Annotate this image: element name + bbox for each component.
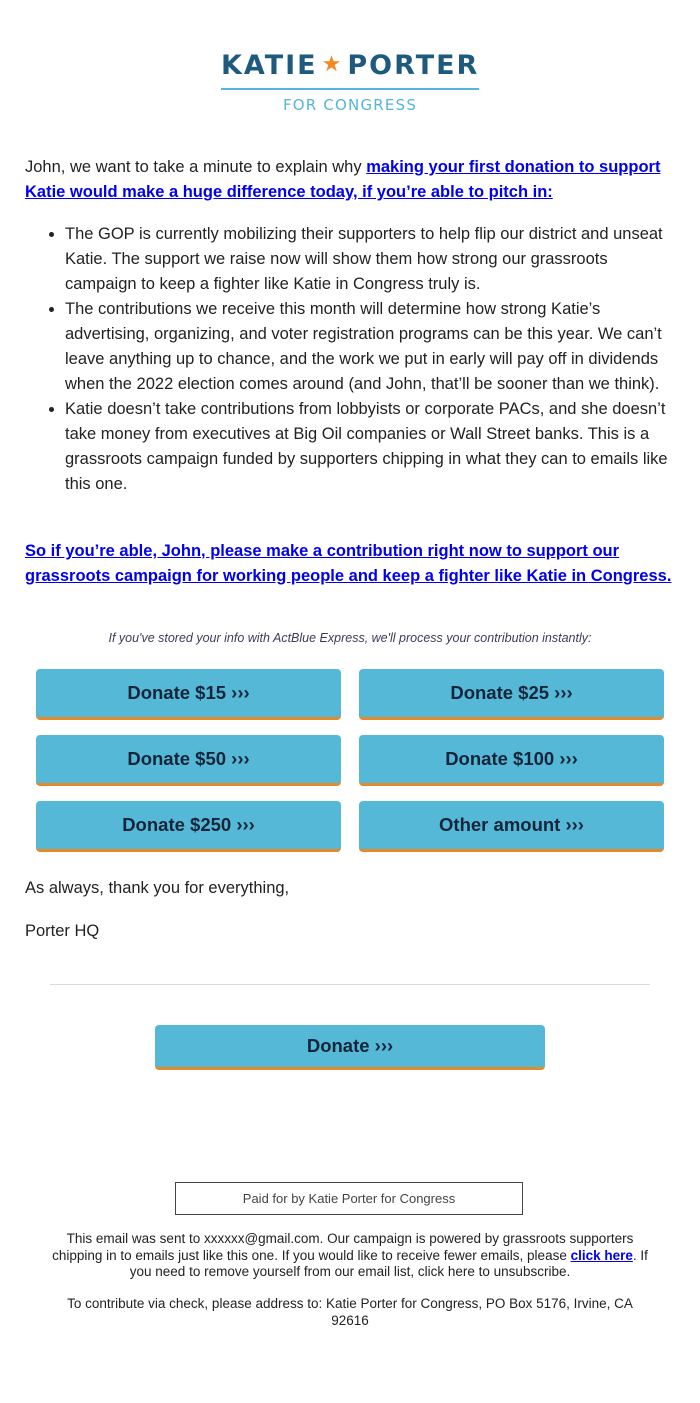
donate-100-button[interactable]: Donate $100 ››› <box>359 735 664 786</box>
footer-divider <box>50 984 650 985</box>
cta-donate-link[interactable]: So if you’re able, John, please make a contribution right now to support our grassroots campaign for working people and keep a fighter like Katie in Congress. <box>25 542 672 585</box>
logo-subtitle: FOR CONGRESS <box>282 96 418 114</box>
list-item: • The contributions we receive this month will determine how strong Katie’s advertising, organizing, and voter registration programs can be this year. We can’t leave anything up to chance, and the work we put in early will pay off in dividends when the 2022 election comes around (and John, that’ll be sooner than we think). <box>65 297 675 397</box>
intro-text: John, we want to take a minute to explain why <box>25 158 367 176</box>
logo-last-name: PORTER <box>347 50 480 81</box>
footer-sent-text: This email was sent to xxxxxx@gmail.com. Our campaign is powered by grassroots supporters chipping in to emails just like this one. If you would like to receive fewer emails, please <box>52 1231 634 1263</box>
donate-15-button[interactable]: Donate $15 ››› <box>36 669 341 720</box>
list-item: • Katie doesn’t take contributions from lobbyists or corporate PACs, and she doesn’t take money from executives at Big Oil companies or Wall Street banks. This is a grassroots campaign funded by supporters chipping in what they can to emails like this one. <box>65 397 675 497</box>
intro-paragraph <box>25 155 675 205</box>
signoff-thanks: As always, thank you for everything, <box>25 879 290 897</box>
footer-mailing-address: To contribute via check, please address to: Katie Porter for Congress, PO Box 5176, Irvine, CA 92616 <box>67 1296 633 1328</box>
donate-50-button[interactable]: Donate $50 ››› <box>36 735 341 786</box>
campaign-logo <box>0 50 700 114</box>
star-icon: ★ <box>321 52 344 77</box>
main-donate-button[interactable]: Donate ››› <box>155 1025 545 1070</box>
footer-unsubscribe-text: . If you need to remove yourself from our email list, click here to unsubscribe. <box>129 1247 648 1279</box>
fewer-emails-link[interactable]: click here <box>570 1247 633 1263</box>
paid-for-disclaimer <box>175 1182 523 1215</box>
logo-wordmark <box>221 50 479 90</box>
reasons-list <box>25 222 675 497</box>
signoff-signature: Porter HQ <box>25 922 100 940</box>
donate-25-button[interactable]: Donate $25 ››› <box>359 669 664 720</box>
footer-email-notice <box>50 1231 650 1281</box>
donate-250-button[interactable]: Donate $250 ››› <box>36 801 341 852</box>
paid-for-text: Paid for by Katie Porter for Congress <box>242 1191 456 1206</box>
actblue-express-note: If you've stored your info with ActBlue Express, we'll process your contribution instantly: <box>108 631 592 645</box>
other-amount-button[interactable]: Other amount ››› <box>359 801 664 852</box>
logo-first-name: KATIE <box>221 50 318 81</box>
list-item: • The GOP is currently mobilizing their supporters to help flip our district and unseat Katie. The support we raise now will show them how strong our grassroots campaign to keep a fighter like Katie in Congress truly is. <box>65 222 675 297</box>
cta-paragraph <box>25 539 675 589</box>
intro-donate-link[interactable]: making your first donation to support Katie would make a huge difference today, if you’re able to pitch in: <box>25 158 661 201</box>
